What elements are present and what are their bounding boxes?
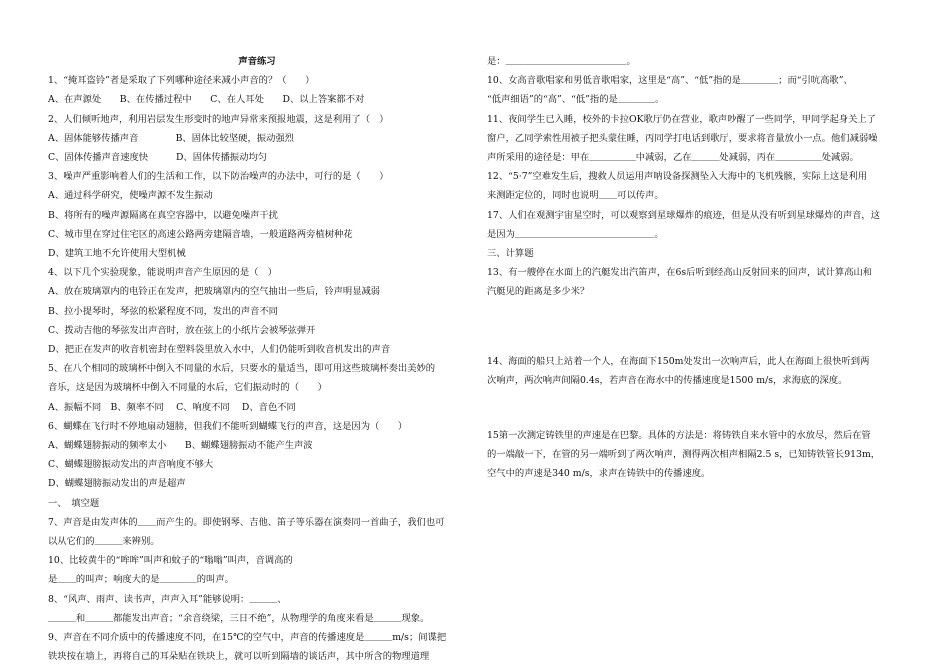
text-line: 三、计算题 [487,248,534,260]
text-line: C、固体传播声音速度快 D、固体传播振动均匀 [48,152,268,164]
text-line: A、通过科学研究，使噪声源不发生振动 [48,190,213,202]
text-line: 4、以下几个实验现象，能说明声音产生原因的是（ ） [48,267,278,279]
text-line: 12、“5·7”空难发生后，搜救人员运用声呐设备探测坠入大海中的飞机残骸，实际上这是利用 [487,171,868,183]
page-title: 声音练习 [238,56,276,67]
text-line: 窗户，乙同学索性用被子把头蒙住睡，丙同学打电话到歌厅，要求将音量放小一点。他们减弱噪 [487,132,878,144]
text-line: 3、噪声严重影响着人们的生活和工作，以下防治噪声的办法中，可行的是（ ） [48,171,389,183]
text-line: A、在声源处 B、在传播过程中 C、在人耳处 D、以上答案都不对 [48,94,365,106]
text-line: 15第一次测定铸铁里的声速是在巴黎。具体的方法是：将铸铁自来水管中的水放尽，然后在管 [487,430,871,442]
text-line: 是＿＿的叫声；响度大的是＿＿＿＿的叫声。 [48,574,234,586]
left-text-block [48,71,466,666]
text-line: 一、 填空题 [48,497,100,509]
text-line: 6、蝴蝶在飞行时不停地扇动翅膀，但我们不能听到蝴蝶飞行的声音，这是因为（ ） [48,420,408,432]
text-line: 9、声音在不同介质中的传播速度不同，在15℃的空气中，声音的传播速度是＿＿＿m/s；间谍把 [48,632,447,644]
right-text-block-top [487,52,905,302]
text-line: C、城市里在穿过住宅区的高速公路两旁建隔音墙，一般道路两旁植树种花 [48,228,353,240]
text-line: 1、“掩耳盗铃”者是采取了下列哪种途径来减小声音的？（ ） [48,75,315,87]
text-line: 铁块按在墙上，再将自己的耳朵贴在铁块上，就可以听到隔墙的谈话声，其中所含的物理道理 [48,651,430,663]
text-line: 8、“风声、雨声、读书声，声声入耳”能够说明：＿＿＿、 [48,593,287,605]
text-line: B、将所有的噪声源隔离在真空容器中，以避免噪声干扰 [48,209,278,221]
text-line: 以从它们的＿＿＿来辨别。 [48,536,160,548]
text-line: D、建筑工地不允许使用大型机械 [48,248,186,260]
text-line: 次响声，两次响声间隔0.4s，若声音在海水中的传播速度是1500 m/s，求海底的深度。 [487,374,848,386]
text-line: 来测距定位的，同时也说明＿＿可以传声。 [487,190,664,202]
text-line: 11、夜间学生已入睡，校外的卡拉OK歌厅仍在营业，歌声吵醒了一些同学，甲同学起身关上了 [487,113,876,125]
text-line: D、蝴蝶翅膀振动发出的声是超声 [48,478,186,490]
text-line: 汽艇见的距离是多少米？ [487,286,590,298]
text-line: 是：＿＿＿＿＿＿＿＿＿＿＿＿＿。 [487,56,636,67]
text-line: 2、人们倾听地声，利用岩层发生形变时的地声异常来预报地震，这是利用了（ ） [48,113,389,125]
text-line: A、放在玻璃罩内的电铃正在发声，把玻璃罩内的空气抽出一些后，铃声明显减弱 [48,286,381,298]
text-line: A、固体能够传播声音 B、固体比较坚硬，振动强烈 [48,132,294,144]
right-text-block-bottom [487,426,905,484]
text-line: 空气中的声速是340 m/s，求声在铸铁中的传播速度。 [487,468,711,480]
answer-space [487,390,905,426]
text-line: 音乐，这是因为玻璃杯中倒入不同量的水后，它们振动时的（ ） [48,382,327,394]
text-line: C、拨动吉他的琴弦发出声音时，放在弦上的小纸片会被琴弦弹开 [48,324,316,336]
text-line: 10、女高音歌唱家和男低音歌唱家，这里是“高”、“低”指的是＿＿＿＿；而“引吭高歌”、 [487,75,853,87]
text-line: 13、有一艘停在水面上的汽艇发出汽笛声，在6s后听到经高山反射回来的回声，试计算高山和 [487,267,873,279]
text-line: A、蝴蝶翅膀振动的频率太小 B、蝴蝶翅膀振动不能产生声波 [48,440,313,452]
text-line: 7、声音是由发声体的＿＿而产生的。即使钢琴、吉他、笛子等乐器在演奏同一首曲子，我们也可 [48,516,445,528]
text-line: 17、人们在观测宇宙星空时，可以观察到星球爆炸的痕迹，但是从没有听到星球爆炸的声音，这 [487,209,881,221]
right-text-block-middle [487,352,905,390]
text-line: 14、海面的船只上站着一个人，在海面下150m处发出一次响声后，此人在海面上很快听到两 [487,355,870,367]
text-line: D、把正在发声的收音机密封在塑料袋里放入水中，人们仍能听到收音机发出的声音 [48,344,391,356]
text-line: B、拉小提琴时，琴弦的松紧程度不同，发出的声音不同 [48,305,278,317]
text-line: C、蝴蝶翅膀振动发出的声音响度不够大 [48,459,214,471]
right-column [487,52,905,484]
text-line: ＿＿＿和＿＿＿都能发出声音；“余音绕梁，三日不绝”，从物理学的角度来看是＿＿＿现象。 [48,612,430,624]
text-line: 10、比较黄牛的“哞哞”叫声和蚊子的“嗡嗡”叫声，音调高的 [48,555,293,567]
text-line: A、振幅不同 B、频率不同 C、响度不同 D、音色不同 [48,401,296,413]
text-line: “低声细语”的“高”、“低”指的是＿＿＿＿。 [487,94,665,106]
text-line: 声所采用的途径是：甲在＿＿＿＿＿中减弱，乙在＿＿＿处减弱，丙在＿＿＿＿＿处减弱。 [487,152,859,164]
text-line: 是因为＿＿＿＿＿＿＿＿＿＿＿＿＿＿＿。 [487,228,664,240]
left-column [48,52,466,667]
text-line: 5、在八个相同的玻璃杯中倒入不同量的水后，只要水的量适当，即可用这些玻璃杯奏出美妙的 [48,363,436,375]
answer-space [487,302,905,352]
text-line: 的一端敲一下，在管的另一端听到了两次响声，测得两次相声相隔2.5 s，已知铸铁管长913m， [487,449,881,461]
